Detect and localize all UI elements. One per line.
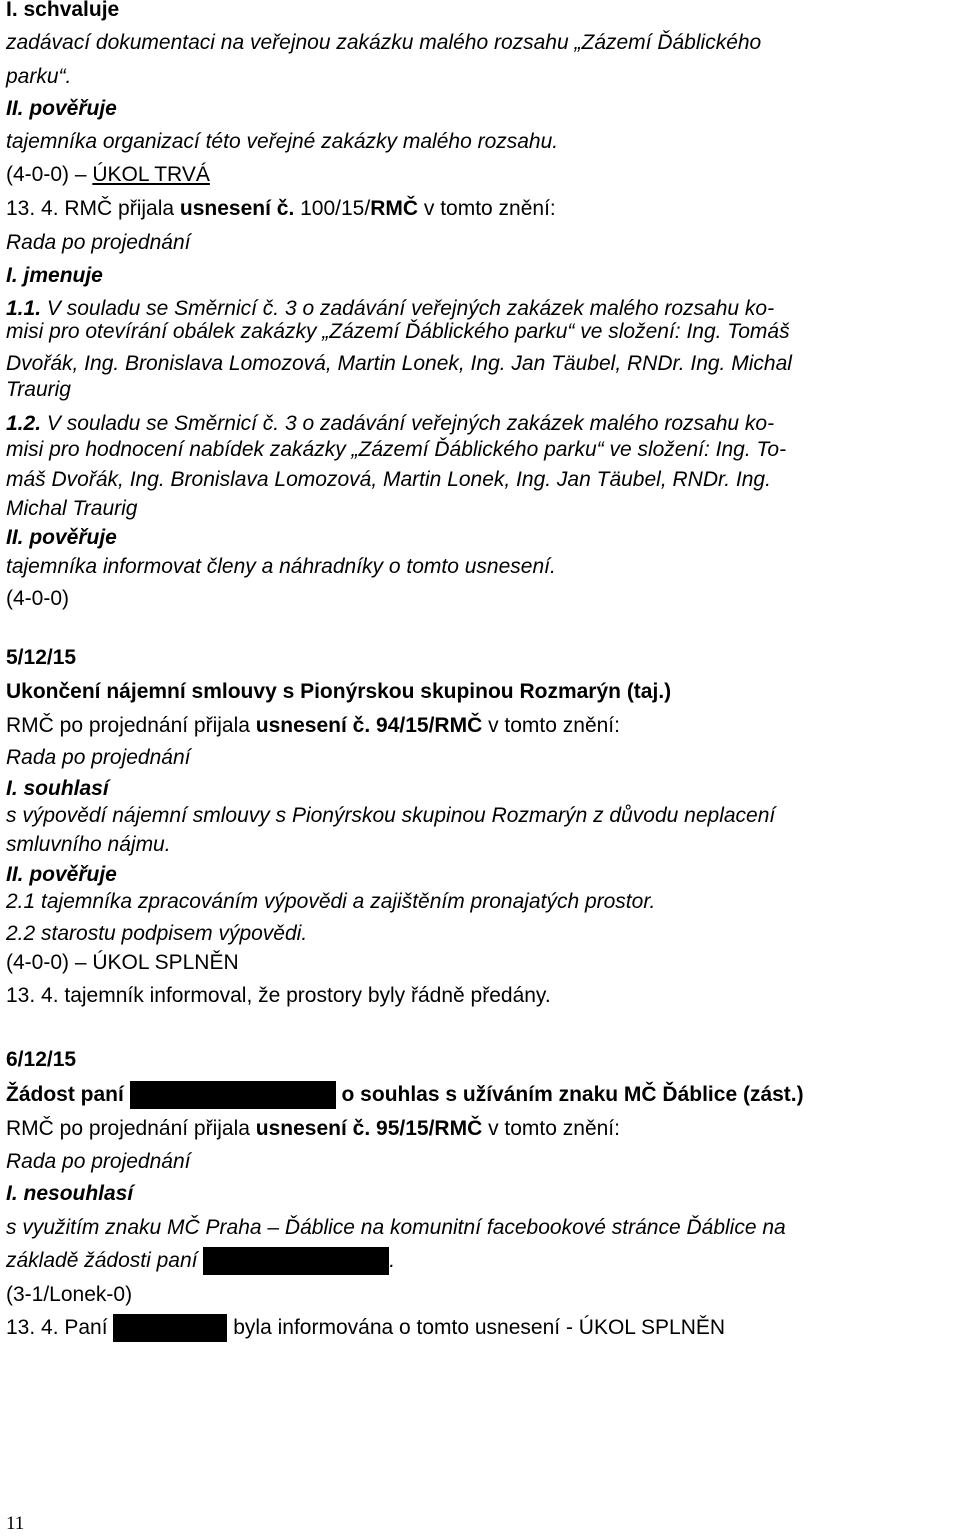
vote-result: (4-0-0) – ÚKOL SPLNĚN [6,951,239,974]
resolution-heading: II. pověřuje [6,863,117,886]
resolution-text: misi pro otevírání obálek zakázky „Zázemí Ďáblického parku“ ve složení: Ing. Tomáš [6,320,790,343]
item-title: Ukončení nájemní smlouvy s Pionýrskou skupinou Rozmarýn (taj.) [6,680,672,703]
resolution-heading: I. souhlasí [6,777,109,800]
resolution-intro: 13. 4. RMČ přijala usnesení č. 100/15/RMČ v tomto znění: [6,197,556,220]
resolution-heading: I. nesouhlasí [6,1182,134,1205]
resolution-text: parku“. [6,65,72,88]
resolution-text: Traurig [6,378,71,401]
resolution-heading: II. pověřuje [6,97,117,120]
resolution-text: 2.2 starostu podpisem výpovědi. [6,922,308,945]
task-status: ÚKOL TRVÁ [92,163,210,186]
page-number: 11 [6,1513,25,1534]
resolution-text: misi pro hodnocení nabídek zakázky „Zázemí Ďáblického parku“ ve složení: Ing. To- [6,438,787,461]
vote-result: (4-0-0) – ÚKOL TRVÁ [6,163,210,186]
resolution-text: Michal Traurig [6,497,138,520]
status-note: 13. 4. Paní byla informována o tomto usnesení - ÚKOL SPLNĚN [6,1314,725,1342]
resolution-text: 1.2. V souladu se Směrnicí č. 3 o zadávání veřejných zakázek malého rozsahu ko- [6,412,775,435]
resolution-text: s využitím znaku MČ Praha – Ďáblice na komunitní facebookové stránce Ďáblice na [6,1216,786,1239]
resolution-intro: RMČ po projednání přijala usnesení č. 95/15/RMČ v tomto znění: [6,1117,620,1140]
resolution-heading: I. jmenuje [6,264,103,287]
resolution-text: Dvořák, Ing. Bronislava Lomozová, Martin Lonek, Ing. Jan Täubel, RNDr. Ing. Michal [6,352,792,375]
resolution-text: s výpovědí nájemní smlouvy s Pionýrskou skupinou Rozmarýn z důvodu neplacení [6,804,776,827]
item-number: 6/12/15 [6,1048,77,1071]
item-title: Žádost paní o souhlas s užíváním znaku MČ Ďáblice (zást.) [6,1081,804,1109]
council-phrase: Rada po projednání [6,1150,191,1173]
resolution-text: základě žádosti paní . [6,1247,395,1275]
vote-result: (3-1/Lonek-0) [6,1283,133,1306]
resolution-heading: II. pověřuje [6,526,117,549]
council-phrase: Rada po projednání [6,231,191,254]
resolution-text: zadávací dokumentaci na veřejnou zakázku malého rozsahu „Zázemí Ďáblického [6,31,762,54]
redacted-name [203,1247,389,1275]
resolution-text: 2.1 tajemníka zpracováním výpovědi a zajištěním pronajatých prostor. [6,890,656,913]
redacted-name [130,1081,336,1109]
resolution-text: smluvního nájmu. [6,833,171,856]
status-note: 13. 4. tajemník informoval, že prostory byly řádně předány. [6,984,551,1007]
vote-result: (4-0-0) [6,587,70,610]
resolution-text: tajemníka informovat členy a náhradníky o tomto usnesení. [6,555,556,578]
resolution-heading: I. schvaluje [6,0,120,21]
resolution-text: máš Dvořák, Ing. Bronislava Lomozová, Martin Lonek, Ing. Jan Täubel, RNDr. Ing. [6,468,771,491]
redacted-name [113,1314,227,1342]
resolution-text: tajemníka organizací této veřejné zakázky malého rozsahu. [6,130,559,153]
item-number: 5/12/15 [6,646,77,669]
resolution-text: 1.1. V souladu se Směrnicí č. 3 o zadávání veřejných zakázek malého rozsahu ko- [6,297,775,320]
council-phrase: Rada po projednání [6,746,191,769]
resolution-intro: RMČ po projednání přijala usnesení č. 94/15/RMČ v tomto znění: [6,714,620,737]
